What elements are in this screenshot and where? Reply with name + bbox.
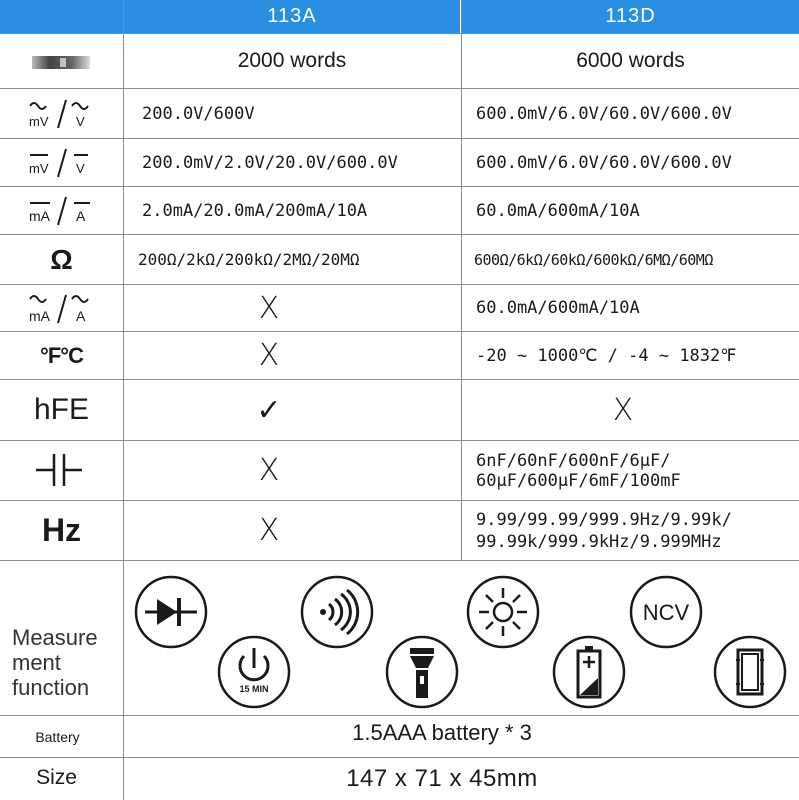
- freq-range-line-2: 99.99k/999.9kHz/9.999MHz: [476, 532, 722, 552]
- svg-text:NCV: NCV: [642, 600, 690, 625]
- cap-range-line-2: 60μF/600μF/6mF/100mF: [476, 471, 681, 491]
- cell-113d-aca: 60.0mA/600mA/10A: [476, 298, 640, 318]
- cell-113d-hfe: X: [612, 392, 634, 428]
- battery-label: Battery: [35, 728, 80, 745]
- svg-text:15 MIN: 15 MIN: [239, 684, 269, 694]
- svg-text:V: V: [76, 114, 85, 129]
- size-value: 147 x 71 x 45mm: [346, 765, 538, 792]
- battery-test-icon: [551, 634, 627, 715]
- cell-113a-aca: X: [258, 290, 280, 326]
- cell-113d-digits: 6000 words: [576, 49, 685, 72]
- cell-113a-cap: X: [258, 453, 280, 488]
- holster-icon: [712, 634, 788, 715]
- resistance-icon: Ω: [50, 243, 73, 275]
- flashlight-icon: [384, 634, 460, 715]
- header-113a: 113A: [124, 0, 460, 33]
- cell-113a-hfe: ✓: [256, 392, 282, 428]
- ac-voltage-icon: [20, 92, 100, 134]
- cell-113d-cap: [476, 443, 799, 499]
- size-label: Size: [36, 766, 77, 789]
- svg-text:mA: mA: [29, 208, 50, 224]
- divider: [0, 560, 799, 561]
- cell-113a-ohm: 200Ω/2kΩ/200kΩ/2MΩ/20MΩ: [138, 250, 360, 269]
- cell-113a-digits: 2000 words: [237, 49, 347, 72]
- cell-113d-ohm: 600Ω/6kΩ/60kΩ/600kΩ/6MΩ/60MΩ: [474, 250, 713, 269]
- backlight-icon: [465, 574, 541, 655]
- dc-current-icon: [20, 189, 100, 231]
- cell-113a-temp: X: [258, 338, 280, 373]
- capacitance-icon: [30, 448, 90, 492]
- cell-113d-dca: 60.0mA/600mA/10A: [476, 200, 640, 221]
- svg-text:A: A: [76, 208, 86, 224]
- cell-113d-dcv: 600.0mV/6.0V/60.0V/600.0V: [476, 152, 732, 173]
- function-label: Measure ment function: [12, 625, 98, 700]
- ncv-icon: [628, 574, 704, 655]
- display-icon: [30, 52, 92, 72]
- freq-range-line-1: 9.99/99.99/999.9Hz/9.99k/: [476, 510, 732, 530]
- continuity-icon: [299, 574, 375, 655]
- svg-text:mV: mV: [29, 161, 49, 176]
- cell-113d-temp: -20 ~ 1000℃ / -4 ~ 1832℉: [476, 345, 737, 366]
- battery-value: 1.5AAA battery * 3: [352, 719, 532, 745]
- cell-113d-freq: [476, 503, 799, 559]
- cell-113a-freq: X: [258, 513, 280, 548]
- frequency-icon: Hz: [41, 512, 82, 548]
- header-blank: [0, 0, 123, 33]
- cell-113a-acv: 200.0V/600V: [142, 103, 255, 124]
- cell-113a-dca: 2.0mA/20.0mA/200mA/10A: [142, 200, 368, 221]
- diode-icon: [133, 574, 209, 655]
- svg-text:mA: mA: [29, 308, 50, 324]
- header-113d: 113D: [462, 0, 799, 33]
- svg-text:A: A: [76, 308, 86, 324]
- cell-113d-acv: 600.0mV/6.0V/60.0V/600.0V: [476, 103, 732, 124]
- ac-current-icon: [20, 287, 100, 329]
- auto-off-icon: [216, 634, 292, 715]
- hfe-icon: hFE: [33, 393, 90, 426]
- dc-voltage-icon: [20, 141, 100, 183]
- svg-text:mV: mV: [29, 114, 49, 129]
- temperature-icon: °F°C: [40, 342, 83, 368]
- svg-text:V: V: [76, 161, 85, 176]
- cap-range-line-1: 6nF/60nF/600nF/6μF/: [476, 451, 671, 471]
- cell-113a-dcv: 200.0mV/2.0V/20.0V/600.0V: [142, 152, 398, 173]
